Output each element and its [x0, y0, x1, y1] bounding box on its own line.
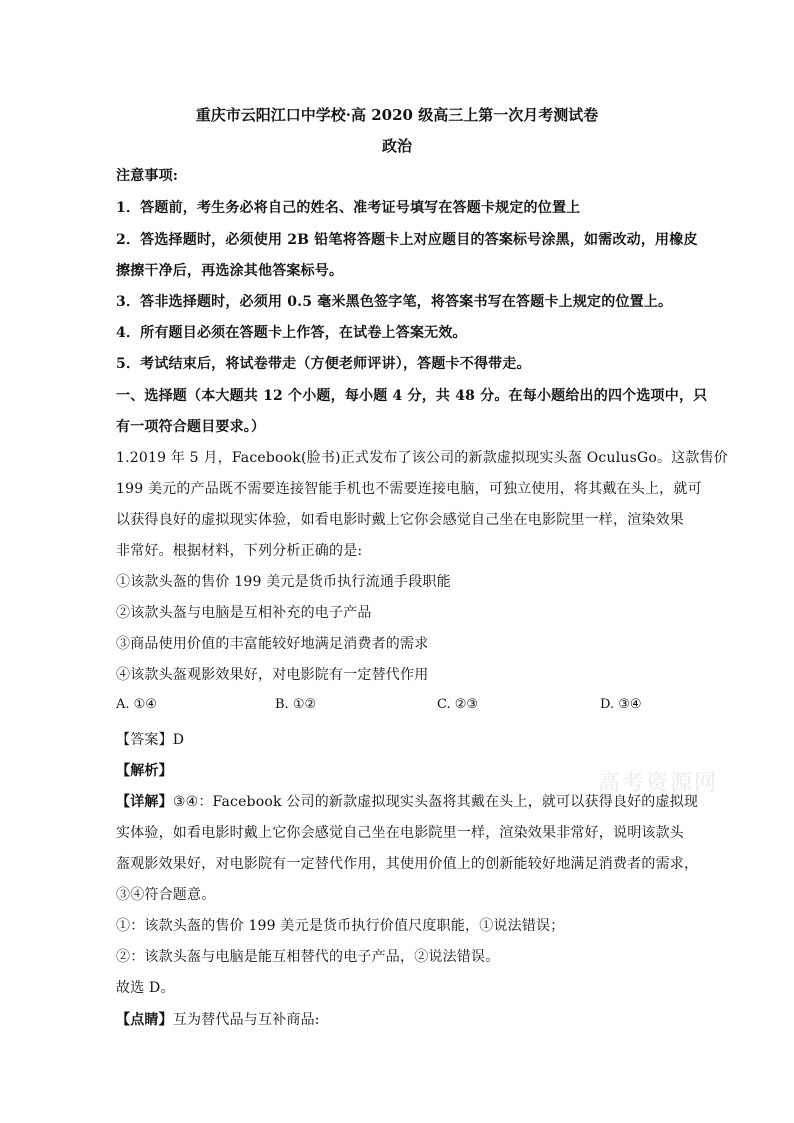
note-item-1: 1．答题前，考生务必将自己的姓名、准考证号填写在答题卡规定的位置上 [116, 200, 581, 216]
note-item-3: 3．答非选择题时，必须用 0.5 毫米黑色签字笔，将答案书写在答题卡上规定的位置上。 [116, 294, 673, 310]
section-heading-cont: 有一项符合题目要求。） [116, 419, 266, 435]
subject-title: 政治 [381, 137, 412, 155]
option-d: D. ③④ [600, 697, 642, 712]
question-stem-line: 以获得良好的虚拟现实体验，如看电影时戴上它你会感觉自己坐在电影院里一样，渲染效果 [116, 512, 684, 528]
detail-label: 【详解】 [116, 794, 173, 810]
analysis-label: 【解析】 [116, 763, 173, 779]
tip-label: 【点睛】 [116, 1012, 173, 1028]
note-item-2: 2．答选择题时，必须使用 2B 铅笔将答题卡上对应题目的答案标号涂黑，如需改动，用橡皮 [116, 232, 698, 248]
statement-2: ②该款头盔与电脑是互相补充的电子产品 [116, 605, 372, 621]
question-stem-line: 非常好。根据材料，下列分析正确的是: [116, 543, 363, 559]
detail-line: 盔观影效果好，对电影院有一定替代作用，其使用价值上的创新能较好地满足消费者的需求， [116, 856, 699, 872]
conclusion-line: 故选 D。 [116, 980, 175, 996]
statement-4: ④该款头盔观影效果好，对电影院有一定替代作用 [116, 667, 429, 683]
detail-line: ③④符合题意。 [116, 887, 216, 903]
notes-heading: 注意事项: [116, 168, 179, 184]
section-heading: 一、选择题（本大题共 12 个小题，每小题 4 分，共 48 分。在每小题给出的四个选项中，只 [116, 388, 708, 404]
option-a: A. ①④ [116, 697, 157, 712]
wrong-statement-1: ①：该款头盔的售价 199 美元是货币执行价值尺度职能，①说法错误； [116, 918, 565, 934]
option-b: B. ①② [275, 697, 317, 712]
question-stem-line: 1.2019 年 5 月，Facebook(脸书)正式发布了该公司的新款虚拟现实头盔 OculusGo。这款售价 [116, 450, 728, 466]
detail-text: ③④：Facebook 公司的新款虚拟现实头盔将其戴在头上，就可以获得良好的虚拟现 [172, 794, 699, 810]
answer-line: 【答案】D [116, 732, 185, 748]
detail-line: 实体验，如看电影时戴上它你会感觉自己坐在电影院里一样，渲染效果非常好，说明该款头 [116, 825, 684, 841]
tip-text: 互为替代品与互补商品: [172, 1012, 320, 1028]
tip-line [116, 1009, 320, 1029]
watermark: 高考资源网 [598, 771, 719, 796]
exam-title: 重庆市云阳江口中学校·高 2020 级高三上第一次月考测试卷 [195, 106, 599, 124]
statement-1: ①该款头盔的售价 199 美元是货币执行流通手段职能 [116, 574, 451, 590]
note-item-2-cont: 擦擦干净后，再选涂其他答案标号。 [116, 263, 344, 279]
option-c: C. ②③ [437, 697, 479, 712]
wrong-statement-2: ②：该款头盔与电脑是能互相替代的电子产品，②说法错误。 [116, 949, 500, 965]
note-item-5: 5．考试结束后，将试卷带走（方便老师评讲），答题卡不得带走。 [116, 356, 531, 372]
note-item-4: 4．所有题目必须在答题卡上作答，在试卷上答案无效。 [116, 325, 467, 341]
statement-3: ③商品使用价值的丰富能较好地满足消费者的需求 [116, 636, 429, 652]
question-stem-line: 199 美元的产品既不需要连接智能手机也不需要连接电脑，可独立使用，将其戴在头上，就可 [116, 481, 702, 497]
